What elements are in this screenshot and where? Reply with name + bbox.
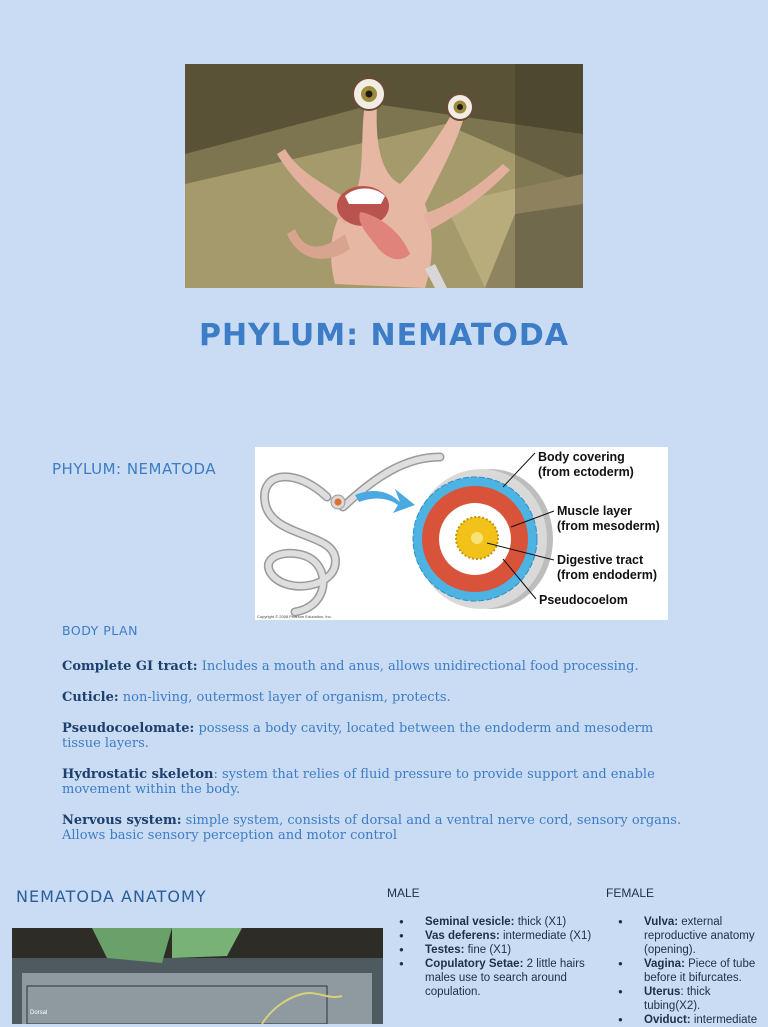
creature-illustration xyxy=(185,64,583,288)
list-item: ● Vas deferens: intermediate (X1) xyxy=(399,929,599,943)
definition-hydrostatic-skeleton: Hydrostatic skeleton: system that relies of fluid pressure to provide support and enable movement within the body. xyxy=(62,767,655,797)
female-anatomy-list xyxy=(618,915,763,1027)
female-heading: FEMALE xyxy=(606,886,655,900)
definition-nervous-system: Nervous system: simple system, consists of dorsal and a ventral nerve cord, sensory organs. Allows basic sensory perception and motor control xyxy=(62,813,682,843)
label-body-covering: Body covering xyxy=(538,450,625,464)
male-anatomy-list xyxy=(399,915,599,999)
section-heading: PHYLUM: NEMATODA xyxy=(52,460,217,478)
nematoda-cross-section xyxy=(255,447,668,620)
male-heading: MALE xyxy=(387,886,420,900)
cross-section-diagram xyxy=(255,447,668,620)
label-digestive-tract: Digestive tract xyxy=(557,553,644,567)
list-item: ● Vulva: external reproductive anatomy (opening). xyxy=(618,915,763,957)
label-muscle-layer-origin: (from mesoderm) xyxy=(557,519,660,533)
list-item: ● Oviduct: intermediate xyxy=(618,1013,763,1027)
hero-image xyxy=(185,64,583,288)
anatomy-heading: NEMATODA ANATOMY xyxy=(16,887,207,906)
list-item: ● Copulatory Setae: 2 little hairs males use to search around copulation. xyxy=(399,957,599,999)
label-digestive-tract-origin: (from endoderm) xyxy=(557,568,657,582)
list-item: ● Vagina: Piece of tube before it bifurcates. xyxy=(618,957,763,985)
definition-cuticle: Cuticle: non-living, outermost layer of organism, protects. xyxy=(62,690,451,705)
label-muscle-layer: Muscle layer xyxy=(557,504,633,518)
anatomy-image-caption: Dorsal xyxy=(30,1010,48,1016)
copyright-text: Copyright © 2008 Pearson Education, Inc. xyxy=(257,614,332,619)
definition-gi-tract: Complete GI tract: Includes a mouth and anus, allows unidirectional food processing. xyxy=(62,659,639,674)
list-item: ● Testes: fine (X1) xyxy=(399,943,599,957)
list-item: ● Uterus: thick tubing(X2). xyxy=(618,985,763,1013)
body-plan-heading: BODY PLAN xyxy=(62,623,138,638)
label-body-covering-origin: (from ectoderm) xyxy=(538,465,634,479)
dissection-illustration xyxy=(12,928,383,1024)
list-item: ● Seminal vesicle: thick (X1) xyxy=(399,915,599,929)
label-pseudocoelom: Pseudocoelom xyxy=(539,593,628,607)
anatomy-photo xyxy=(12,928,383,1024)
cross-section-rings xyxy=(413,469,553,609)
definition-pseudocoelomate: Pseudocoelomate: possess a body cavity, located between the endoderm and mesoderm tissue layers. xyxy=(62,721,654,751)
page-title: PHYLUM: NEMATODA xyxy=(199,318,569,353)
